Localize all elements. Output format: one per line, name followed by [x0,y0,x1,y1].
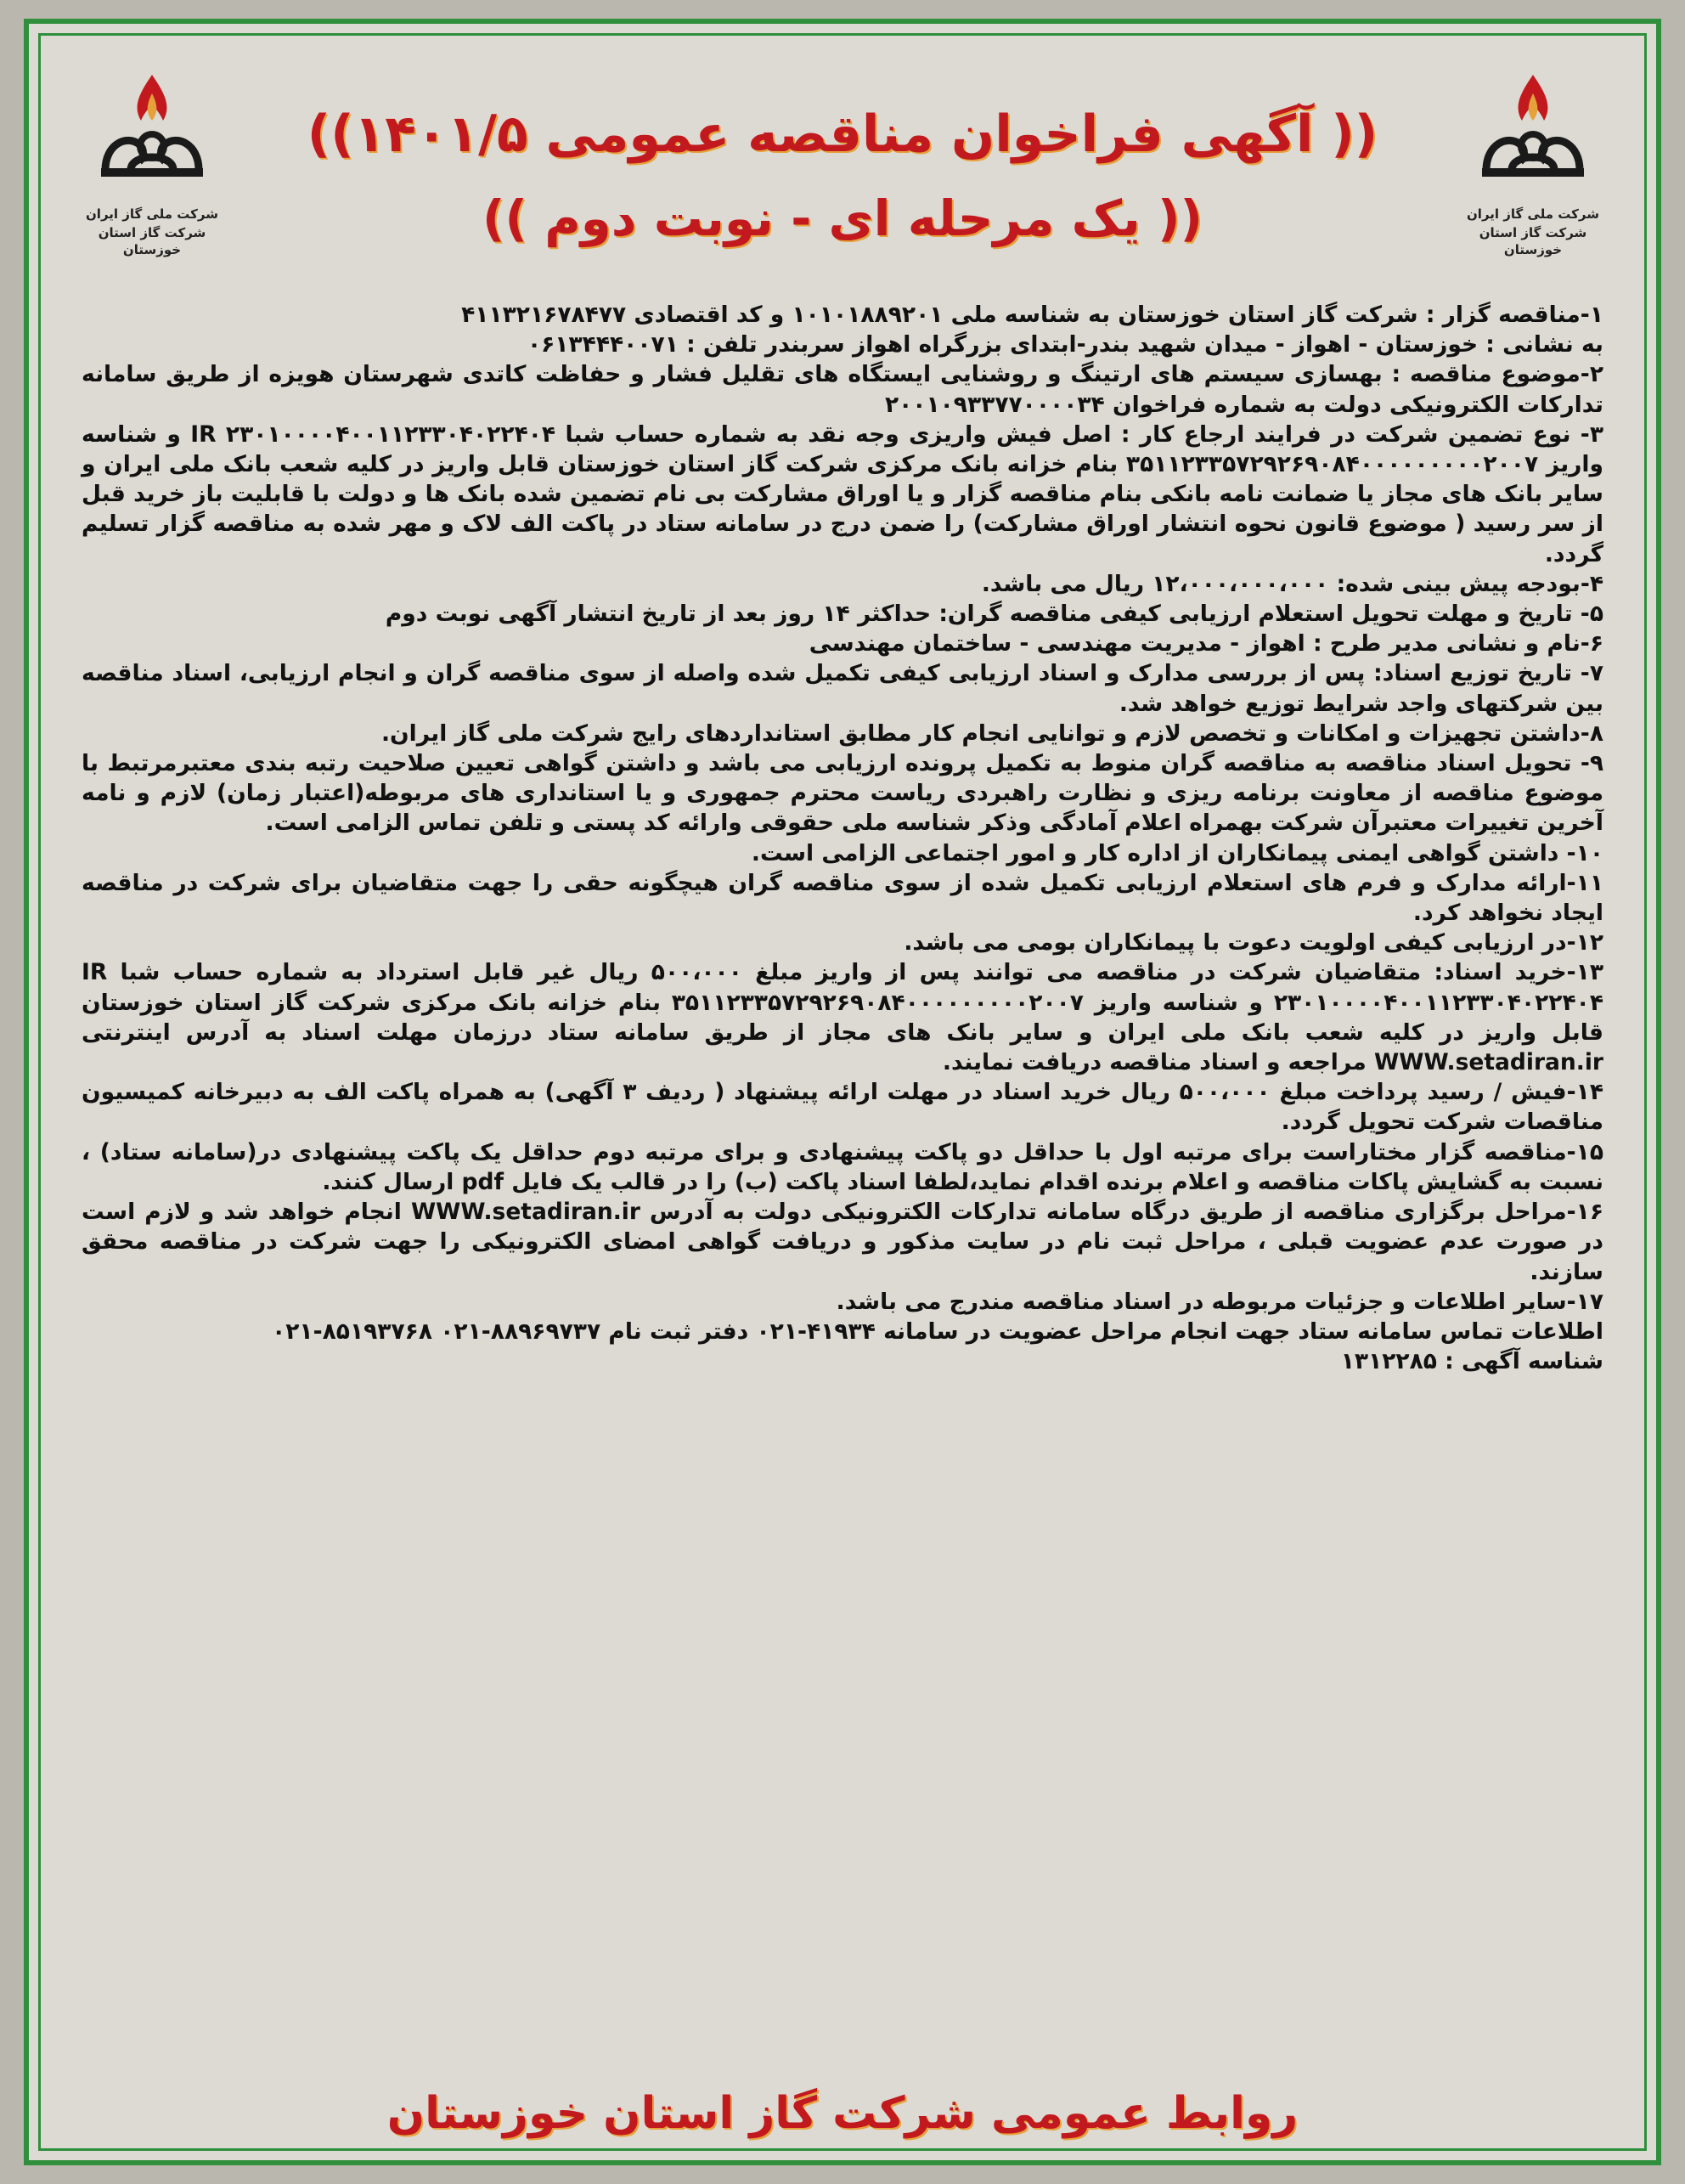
clause-17: ۱۷-سایر اطلاعات و جزئیات مربوطه در اسناد مناقصه مندرج می باشد. [836,1288,1603,1315]
clause-16: ۱۶-مراحل برگزاری مناقصه از طریق درگاه سامانه تدارکات الکترونیکی دولت به آدرس WWW.setadiran.ir انجام خواهد شد و لازم است در صورت عدم عضویت قبلی ، مراحل ثبت نام در سایت مذکور و دریافت گواهی امضای الکترونیکی را جهت شرکت در مناقصه محقق سازند. [82,1199,1603,1285]
clause-15: ۱۵-مناقصه گزار مختاراست برای مرتبه اول با حداقل دو پاکت پیشنهادی و برای مرتبه دوم حداقل یک پاکت پیشنهادی در(سامانه ستاد) ، نسبت به گشایش پاکات مناقصه و اعلام برنده اقدام نماید،لطفا اسناد پاکت (ب) را در قالب یک فایل pdf ارسال کنند. [82,1138,1603,1195]
clause-12: ۱۲-در ارزیابی کیفی اولویت دعوت با پیمانکاران بومی می باشد. [904,929,1603,957]
announcement-body [82,300,1603,1376]
clause-3: ۳- نوع تضمین شرکت در فرایند ارجاع کار : اصل فیش واریزی وجه نقد به شماره حساب شبا IR ۲۳۰۱۰۰۰۰۴۰۰۱۱۲۳۳۰۴۰۲۲۴۰۴ و شناسه واریز ۳۵۱۱۲۳۳۵۷۲۹۲۶۹۰۸۴۰۰۰۰۰۰۰۰۰۲۰۰۷ بنام خزانه بانک مرکزی شرکت گاز استان خوزستان قابل واریز در کلیه شعب بانک ملی ایران و سایر بانک های مجاز یا ضمانت نامه بانکی بنام مناقصه گزار و یا اوراق مشارکت بی نام تضمین شده بانک ها و دولت با قابلیت باز خرید قبل از سر رسید ( موضوع قانون نحوه انتشار اوراق مشارکت) را ضمن درج در سامانه ستاد در پاکت الف لاک و مهر شده به مناقصه گزار تسلیم گردد. [82,420,1603,567]
gas-flame-logo-icon [88,68,216,204]
page-title: (( آگهی فراخوان مناقصه عمومی ۱۴۰۱/۵)) [307,104,1378,164]
clause-11: ۱۱-ارائه مدارک و فرم های استعلام ارزیابی تکمیل شده از سوی مناقصه گران هیچگونه حقی را جهت متقاضیان برای شرکت در مناقصه ایجاد نخواهد کرد. [82,869,1603,927]
clause-6: ۶-نام و نشانی مدیر طرح : اهواز - مدیریت مهندسی - ساختمان مهندسی [809,630,1603,657]
public-relations-signature: روابط عمومی شرکت گاز استان خوزستان [386,2088,1299,2139]
clause-8: ۸-داشتن تجهیزات و امکانات و تخصص لازم و توانایی انجام کار مطابق استانداردهای رایج شرکت ملی گاز ایران. [380,720,1603,747]
announcement-page [24,19,1661,2165]
logo-caption-line2: شرکت گاز استان خوزستان [1479,225,1587,257]
logo-caption-line2: شرکت گاز استان خوزستان [98,225,206,257]
clause-1: ۱-مناقصه گزار : شرکت گاز استان خوزستان به شناسه ملی ۱۰۱۰۱۸۸۹۲۰۱ و کد اقتصادی ۴۱۱۳۲۱۶۷۸۴۷۷ [461,302,1603,328]
clause-2: ۲-موضوع مناقصه : بهسازی سیستم های ارتینگ و روشنایی ایستگاه های تقلیل فشار و حفاظت کاتدی شهرستان هویزه از طریق سامانه تدارکات الکترونیکی دولت به شماره فراخوان ۲۰۰۱۰۹۳۳۷۷۰۰۰۰۳۴ [82,361,1603,418]
logo-caption-line1: شرکت ملی گاز ایران [86,206,218,222]
clause-10: ۱۰- داشتن گواهی ایمنی پیمانکاران از اداره کار و امور اجتماعی الزامی است. [751,839,1603,866]
logo-caption-line1: شرکت ملی گاز ایران [1467,206,1599,222]
announcement-id: شناسه آگهی : ۱۳۱۲۲۸۵ [1340,1348,1603,1375]
clause-13: ۱۳-خرید اسناد: متقاضیان شرکت در مناقصه می توانند پس از واریز مبلغ ۵۰۰،۰۰۰ ریال غیر قابل استرداد به شماره حساب شبا IR ۲۳۰۱۰۰۰۰۴۰۰۱۱۲۳۳۰۴۰۲۲۴۰۴ و شناسه واریز ۳۵۱۱۲۳۳۵۷۲۹۲۶۹۰۸۴۰۰۰۰۰۰۰۰۰۲۰۰۷ بنام خزانه بانک مرکزی شرکت گاز استان خوزستان قابل واریز در کلیه شعب بانک ملی ایران و سایر بانک های مجاز از طریق سامانه ستاد درزمان مهلت اسناد به آدرس اینترنتی WWW.setadiran.ir مراجعه و اسناد مناقصه دریافت نمایند. [82,959,1604,1076]
clause-1-address: به نشانی : خوزستان - اهواز - میدان شهید بندر-ابتدای بزرگراه اهواز سربندر تلفن : ۰۶۱۳۴۴۴۰۰۷۱ [527,331,1603,358]
gas-flame-logo-icon [1469,68,1597,204]
company-logo-left [80,68,224,255]
page-subtitle: (( یک مرحله ای - نوبت دوم )) [482,189,1203,247]
clause-14: ۱۴-فیش / رسید پرداخت مبلغ ۵۰۰،۰۰۰ ریال خرید اسناد در مهلت ارائه پیشنهاد ( ردیف ۳ آگهی) به همراه پاکت الف به دبیرخانه کمیسیون مناقصات شرکت تحویل گردد. [82,1079,1603,1136]
clause-4: ۴-بودجه پیش بینی شده: ۱۲،۰۰۰،۰۰۰،۰۰۰ ریال می باشد. [981,570,1603,597]
clause-7: ۷- تاریخ توزیع اسناد: پس از بررسی مدارک و اسناد ارزیابی کیفی تکمیل شده واصله از سوی مناقصه گران و انجام ارزیابی، اسناد مناقصه بین شرکتهای واجد شرایط توزیع خواهد شد. [82,660,1603,717]
company-logo-right [1461,68,1605,255]
clause-9: ۹- تحویل اسناد مناقصه به مناقصه گران منوط به تکمیل پرونده ارزیابی می باشد و داشتن گواهی تعیین صلاحیت رتبه بندی معتبرمرتبط با موضوع مناقصه از معاونت برنامه ریزی و نظارت راهبردی ریاست محترم جمهوری و یا استانداری های مربوطه(اعتبار زمان) لازم و نامه آخرین تغییرات معتبرآن شرکت بهمراه اعلام آمادگی وذکر شناسه ملی حقوقی وارائه کد پستی و تلفن تماس الزامی است. [82,750,1603,837]
contact-info: اطلاعات تماس سامانه ستاد جهت انجام مراحل عضویت در سامانه ۴۱۹۳۴-۰۲۱ دفتر ثبت نام ۸۸۹۶۹۷۳۷-۰۲۱ ۸۵۱۹۳۷۶۸-۰۲۱ [272,1318,1603,1345]
clause-5: ۵- تاریخ و مهلت تحویل استعلام ارزیابی کیفی مناقصه گران: حداکثر ۱۴ روز بعد از تاریخ انتشار آگهی نوبت دوم [385,601,1603,628]
